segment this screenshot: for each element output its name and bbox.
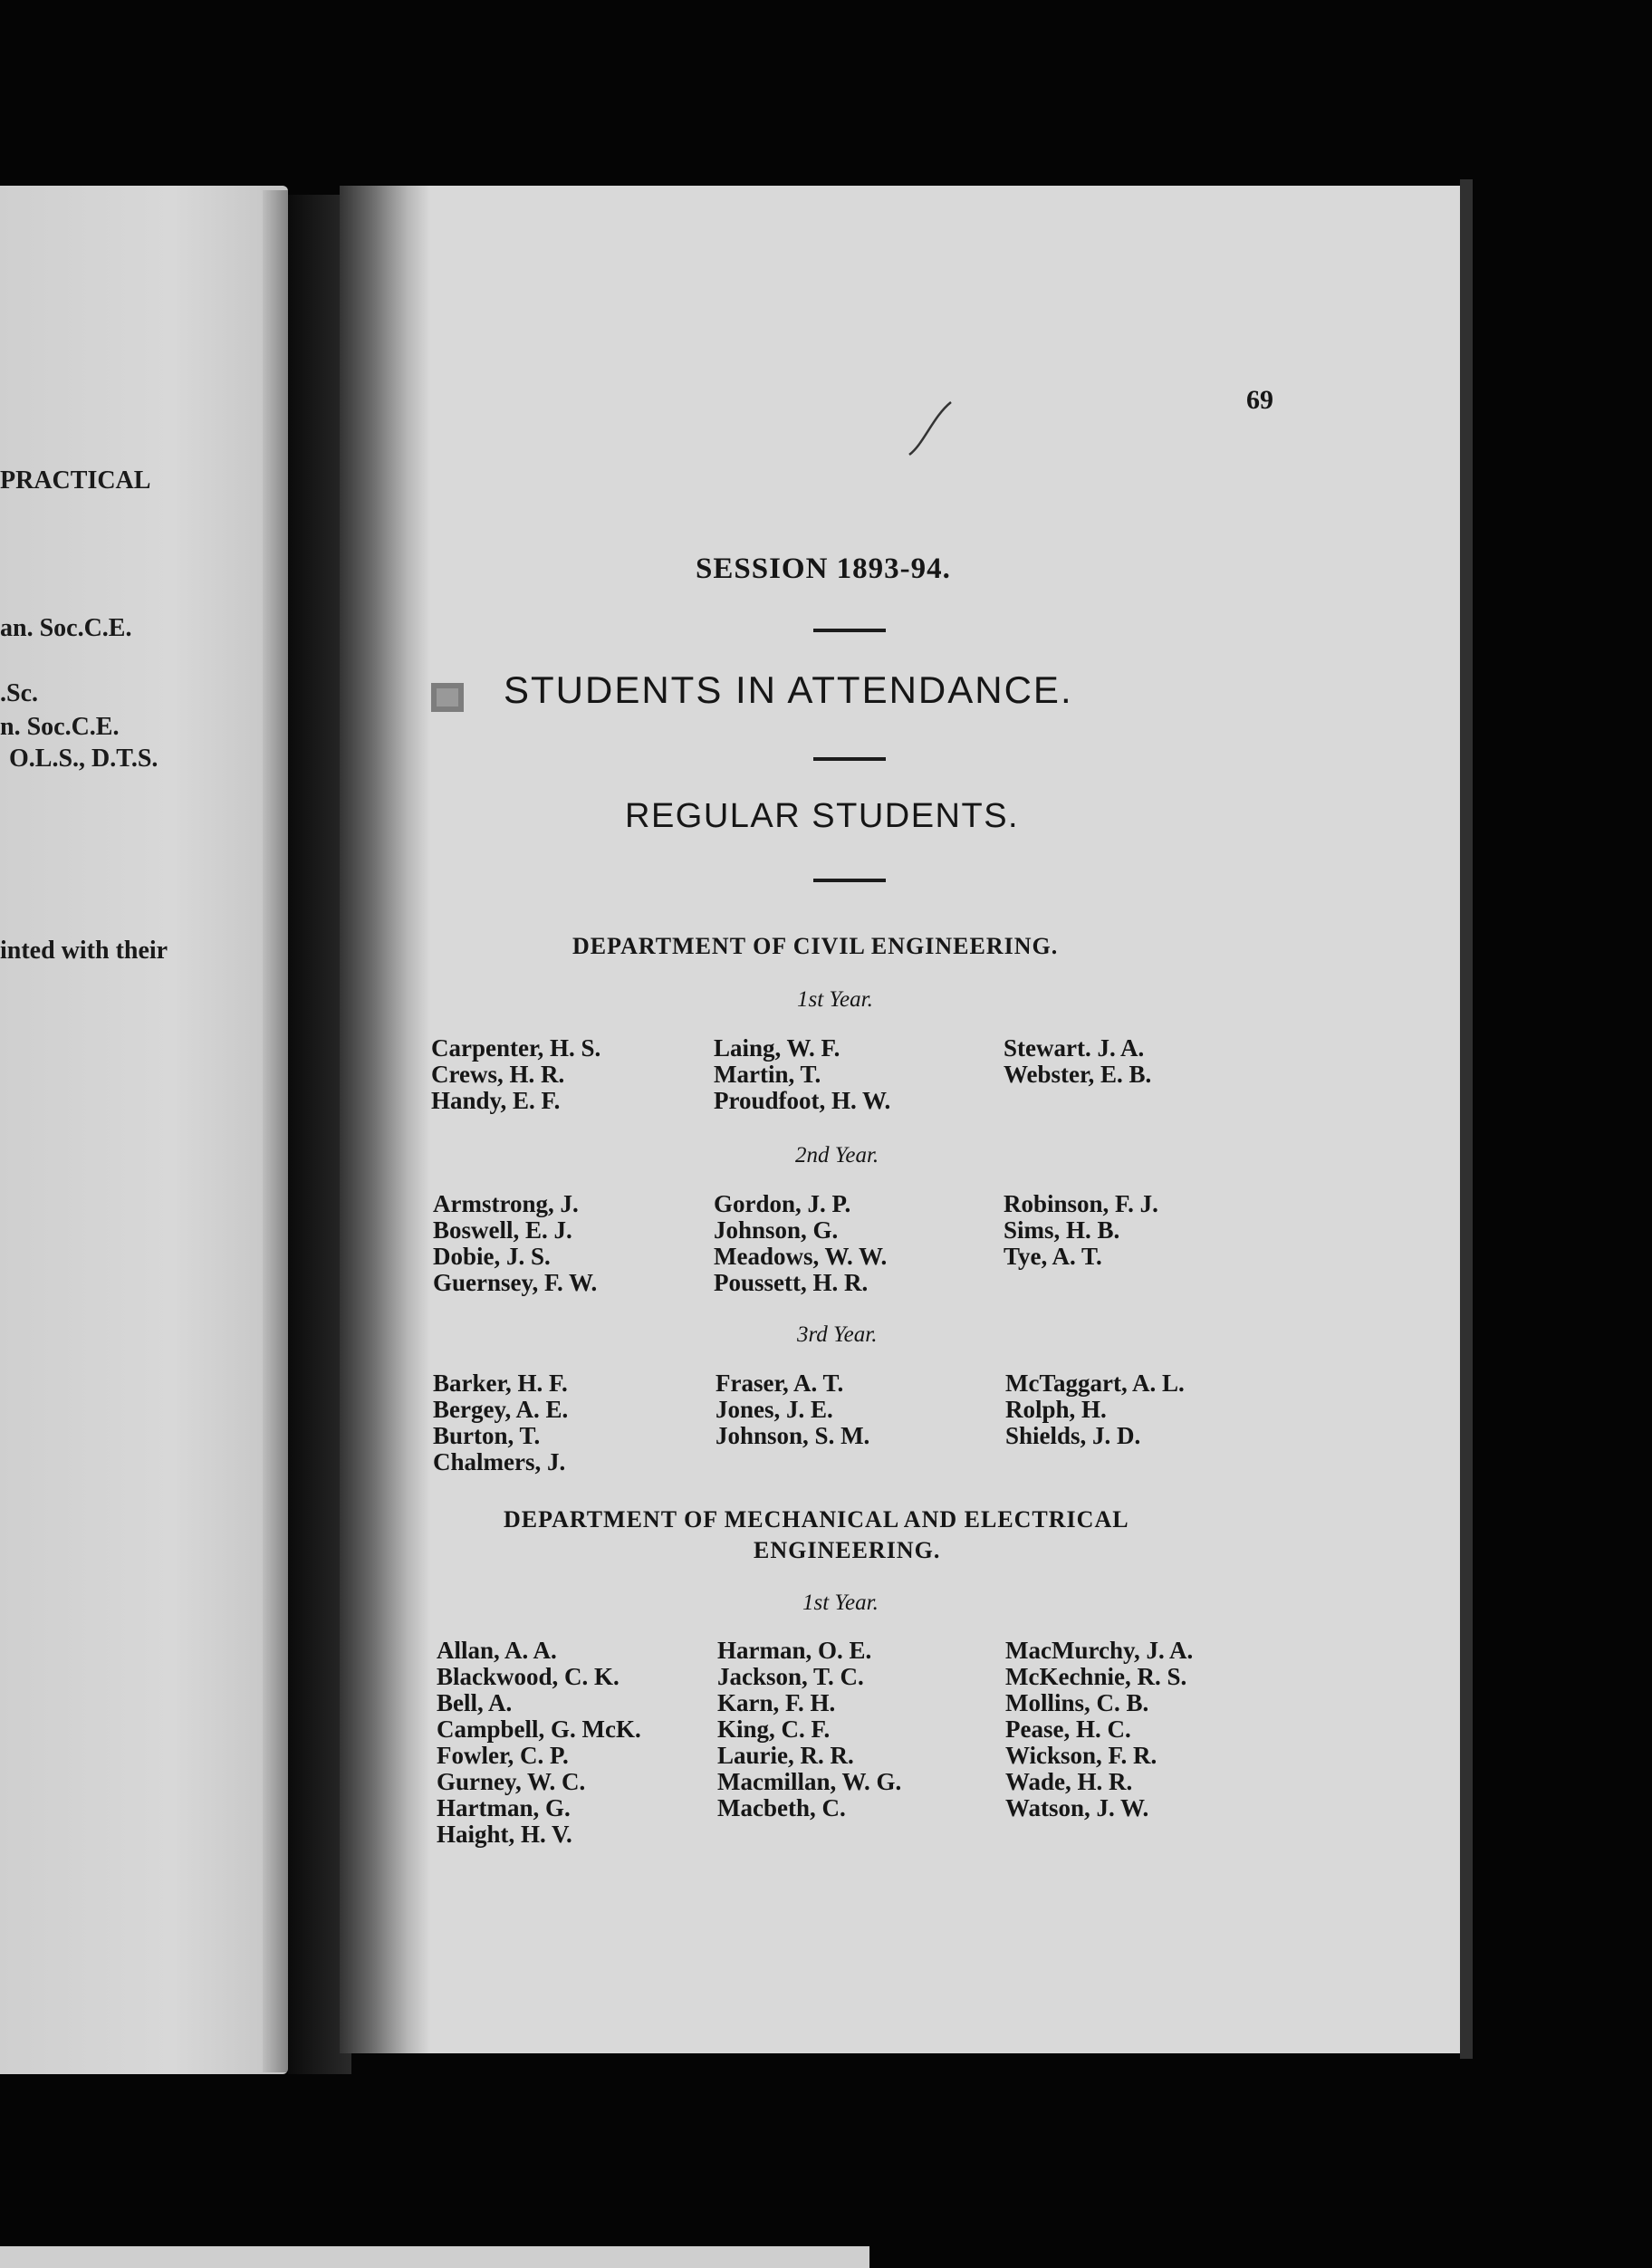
year-heading: 1st Year. xyxy=(802,1590,879,1615)
student-name: McTaggart, A. L. xyxy=(1005,1369,1185,1397)
bottom-page-strip xyxy=(0,2246,869,2268)
left-page-edge xyxy=(263,190,290,2072)
student-name: Robinson, F. J. xyxy=(1004,1190,1158,1217)
student-name: Campbell, G. McK. xyxy=(437,1715,641,1743)
student-name: Burton, T. xyxy=(433,1422,541,1449)
student-name: Laing, W. F. xyxy=(714,1034,840,1062)
department-heading: DEPARTMENT OF CIVIL ENGINEERING. xyxy=(572,933,1059,959)
student-name: Gurney, W. C. xyxy=(437,1768,586,1795)
student-name: Laurie, R. R. xyxy=(717,1742,854,1769)
department-heading: DEPARTMENT OF MECHANICAL AND ELECTRICAL xyxy=(504,1506,1129,1533)
student-name: Hartman, G. xyxy=(437,1794,571,1821)
student-name: Poussett, H. R. xyxy=(714,1269,869,1296)
student-name: Blackwood, C. K. xyxy=(437,1663,620,1690)
year-heading: 3rd Year. xyxy=(797,1322,878,1347)
student-name: Haight, H. V. xyxy=(437,1821,572,1848)
student-name: King, C. F. xyxy=(717,1715,831,1743)
left-page-line: .Sc. xyxy=(0,679,38,707)
student-name: Shields, J. D. xyxy=(1005,1422,1141,1449)
left-page-line: O.L.S., D.T.S. xyxy=(9,745,158,773)
session-heading: SESSION 1893-94. xyxy=(696,553,951,585)
student-name: McKechnie, R. S. xyxy=(1005,1663,1187,1690)
student-name: Chalmers, J. xyxy=(433,1448,566,1475)
student-name: Sims, H. B. xyxy=(1004,1216,1120,1244)
student-name: MacMurchy, J. A. xyxy=(1005,1637,1194,1664)
student-name: Barker, H. F. xyxy=(433,1369,568,1397)
right-page-edge xyxy=(1460,179,1473,2059)
student-name: Meadows, W. W. xyxy=(714,1243,888,1270)
student-name: Mollins, C. B. xyxy=(1005,1689,1149,1716)
page-curl-shadow xyxy=(340,186,430,2053)
student-name: Tye, A. T. xyxy=(1004,1243,1102,1270)
student-name: Carpenter, H. S. xyxy=(431,1034,601,1062)
student-name: Dobie, J. S. xyxy=(433,1243,551,1270)
student-name: Wade, H. R. xyxy=(1005,1768,1133,1795)
student-name: Bell, A. xyxy=(437,1689,513,1716)
left-page-line: n. Soc.C.E. xyxy=(0,713,120,741)
student-name: Fraser, A. T. xyxy=(716,1369,844,1397)
student-name: Watson, J. W. xyxy=(1005,1794,1149,1821)
student-name: Jackson, T. C. xyxy=(717,1663,864,1690)
student-name: Bergey, A. E. xyxy=(433,1396,569,1423)
student-name: Gordon, J. P. xyxy=(714,1190,851,1217)
department-heading: ENGINEERING. xyxy=(754,1537,941,1563)
divider xyxy=(813,629,886,632)
student-name: Crews, H. R. xyxy=(431,1061,565,1088)
student-name: Martin, T. xyxy=(714,1061,821,1088)
page-number: 69 xyxy=(1246,385,1273,415)
student-name: Fowler, C. P. xyxy=(437,1742,569,1769)
student-name: Armstrong, J. xyxy=(433,1190,579,1217)
student-name: Jones, J. E. xyxy=(716,1396,833,1423)
student-name: Johnson, S. M. xyxy=(716,1422,870,1449)
divider xyxy=(813,757,886,761)
student-name: Stewart. J. A. xyxy=(1004,1034,1145,1062)
printer-ornament-icon xyxy=(427,679,469,717)
student-name: Macbeth, C. xyxy=(717,1794,846,1821)
year-heading: 2nd Year. xyxy=(795,1143,879,1168)
student-name: Proudfoot, H. W. xyxy=(714,1087,891,1114)
pencil-mark-icon xyxy=(906,399,960,462)
student-name: Wickson, F. R. xyxy=(1005,1742,1157,1769)
sub-title: REGULAR STUDENTS. xyxy=(625,797,1020,835)
student-name: Guernsey, F. W. xyxy=(433,1269,598,1296)
student-name: Rolph, H. xyxy=(1005,1396,1107,1423)
student-name: Handy, E. F. xyxy=(431,1087,561,1114)
student-name: Allan, A. A. xyxy=(437,1637,557,1664)
main-title: STUDENTS IN ATTENDANCE. xyxy=(504,668,1073,711)
student-name: Macmillan, W. G. xyxy=(717,1768,902,1795)
student-name: Harman, O. E. xyxy=(717,1637,872,1664)
student-name: Pease, H. C. xyxy=(1005,1715,1131,1743)
student-name: Johnson, G. xyxy=(714,1216,839,1244)
left-page-line: an. Soc.C.E. xyxy=(0,614,132,642)
student-name: Boswell, E. J. xyxy=(433,1216,572,1244)
student-name: Webster, E. B. xyxy=(1004,1061,1152,1088)
left-page-line: PRACTICAL xyxy=(0,466,151,495)
student-name: Karn, F. H. xyxy=(717,1689,836,1716)
year-heading: 1st Year. xyxy=(797,987,873,1012)
left-page-line: inted with their xyxy=(0,937,168,965)
divider xyxy=(813,879,886,882)
